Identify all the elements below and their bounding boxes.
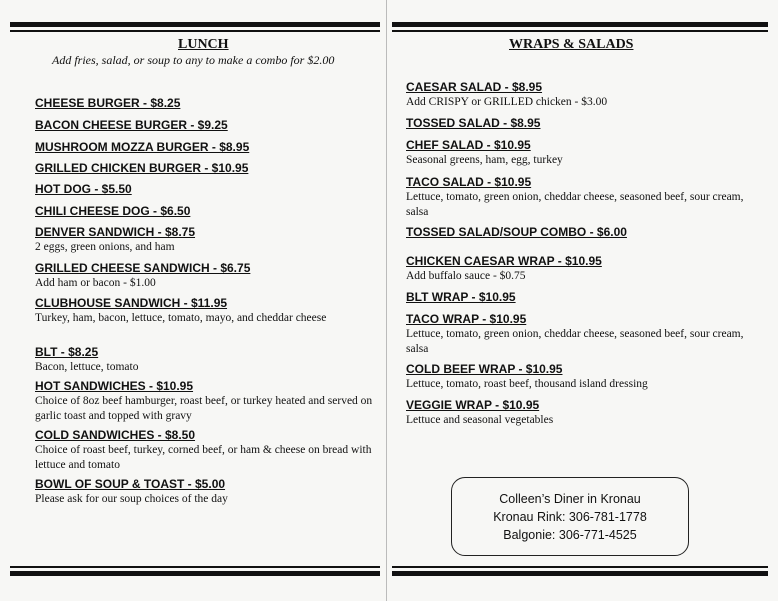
menu-item-description: Choice of roast beef, turkey, corned beef, or ham & cheese on bread with lettuce and tomato (35, 444, 372, 471)
top-rule-left-thin (10, 30, 380, 32)
menu-item-title: MUSHROOM MOZZA BURGER - $8.95 (35, 140, 250, 154)
menu-item-title: HOT DOG - $5.50 (35, 182, 132, 196)
lunch-menu-item (35, 140, 375, 155)
menu-item-title: TOSSED SALAD/SOUP COMBO - $6.00 (406, 225, 627, 239)
menu-item-description: Lettuce, tomato, roast beef, thousand island dressing (406, 378, 648, 390)
top-rule-right-thin (392, 30, 768, 32)
menu-item-title: BLT WRAP - $10.95 (406, 290, 516, 304)
menu-item-title: COLD SANDWICHES - $8.50 (35, 428, 196, 442)
menu-item-title: CHEF SALAD - $10.95 (406, 138, 531, 152)
top-rule-left (10, 22, 380, 27)
menu-item-title: HOT SANDWICHES - $10.95 (35, 379, 194, 393)
wraps-menu-item (406, 116, 751, 131)
menu-item-title: GRILLED CHEESE SANDWICH - $6.75 (35, 261, 251, 275)
lunch-menu-item (35, 161, 375, 176)
bottom-rule-left (10, 571, 380, 576)
lunch-menu-item (35, 379, 375, 424)
lunch-menu-item (35, 96, 375, 111)
menu-item-title: TACO SALAD - $10.95 (406, 175, 532, 189)
wraps-menu-item (406, 225, 751, 240)
lunch-menu-item (35, 118, 375, 133)
wraps-menu-item (406, 398, 751, 428)
menu-item-title: TOSSED SALAD - $8.95 (406, 116, 541, 130)
bottom-rule-right-thin (392, 566, 768, 568)
bottom-rule-right (392, 571, 768, 576)
lunch-menu-item (35, 477, 375, 507)
wraps-menu-item (406, 80, 751, 110)
menu-item-description: Lettuce, tomato, green onion, cheddar cheese, seasoned beef, sour cream, salsa (406, 328, 744, 355)
top-rule-right (392, 22, 768, 27)
wraps-title: WRAPS & SALADS (509, 37, 634, 52)
menu-item-description: Bacon, lettuce, tomato (35, 361, 139, 373)
menu-item-description: Add CRISPY or GRILLED chicken - $3.00 (406, 96, 608, 108)
lunch-menu-item (35, 296, 375, 326)
menu-item-title: CLUBHOUSE SANDWICH - $11.95 (35, 296, 228, 310)
menu-item-title: CHEESE BURGER - $8.25 (35, 96, 181, 110)
menu-item-title: DENVER SANDWICH - $8.75 (35, 225, 196, 239)
wraps-menu-item (406, 254, 751, 284)
menu-item-title: CHICKEN CAESAR WRAP - $10.95 (406, 254, 602, 268)
menu-item-description: Add ham or bacon - $1.00 (35, 277, 156, 289)
wraps-menu-item (406, 290, 751, 305)
lunch-menu-item (35, 182, 375, 197)
lunch-menu-item (35, 204, 375, 219)
menu-item-title: BLT - $8.25 (35, 345, 99, 359)
bottom-rule-left-thin (10, 566, 380, 568)
menu-item-title: BACON CHEESE BURGER - $9.25 (35, 118, 228, 132)
wraps-menu-item (406, 362, 751, 392)
page-fold (386, 0, 387, 601)
menu-item-title: COLD BEEF WRAP - $10.95 (406, 362, 563, 376)
menu-item-title: CHILI CHEESE DOG - $6.50 (35, 204, 191, 218)
menu-item-description: Turkey, ham, bacon, lettuce, tomato, mayo, and cheddar cheese (35, 312, 327, 324)
lunch-menu-item (35, 428, 375, 473)
lunch-menu-item (35, 261, 375, 291)
menu-item-description: 2 eggs, green onions, and ham (35, 241, 175, 253)
menu-item-description: Seasonal greens, ham, egg, turkey (406, 154, 563, 166)
lunch-menu-item (35, 225, 375, 255)
contact-diner-name: Colleen’s Diner in Kronau (499, 492, 641, 506)
contact-balgonie-phone: Balgonie: 306-771-4525 (503, 528, 637, 542)
contact-box (451, 477, 689, 556)
lunch-title: LUNCH (178, 37, 229, 52)
wraps-menu-item (406, 312, 751, 357)
menu-item-description: Add buffalo sauce - $0.75 (406, 270, 526, 282)
menu-item-description: Please ask for our soup choices of the day (35, 493, 228, 505)
menu-item-description: Lettuce, tomato, green onion, cheddar cheese, seasoned beef, sour cream, salsa (406, 191, 744, 218)
menu-item-title: VEGGIE WRAP - $10.95 (406, 398, 540, 412)
wraps-menu-item (406, 175, 751, 220)
menu-item-title: GRILLED CHICKEN BURGER - $10.95 (35, 161, 249, 175)
menu-item-description: Choice of 8oz beef hamburger, roast beef, or turkey heated and served on garlic toast and topped with gravy (35, 395, 373, 422)
wraps-menu-item (406, 138, 751, 168)
menu-item-description: Lettuce and seasonal vegetables (406, 414, 554, 426)
lunch-menu-item (35, 345, 375, 375)
lunch-subtitle: Add fries, salad, or soup to any to make a combo for $2.00 (52, 53, 335, 67)
contact-kronau-phone: Kronau Rink: 306-781-1778 (493, 510, 647, 524)
menu-item-title: TACO WRAP - $10.95 (406, 312, 527, 326)
menu-item-title: BOWL OF SOUP & TOAST - $5.00 (35, 477, 226, 491)
menu-item-title: CAESAR SALAD - $8.95 (406, 80, 543, 94)
